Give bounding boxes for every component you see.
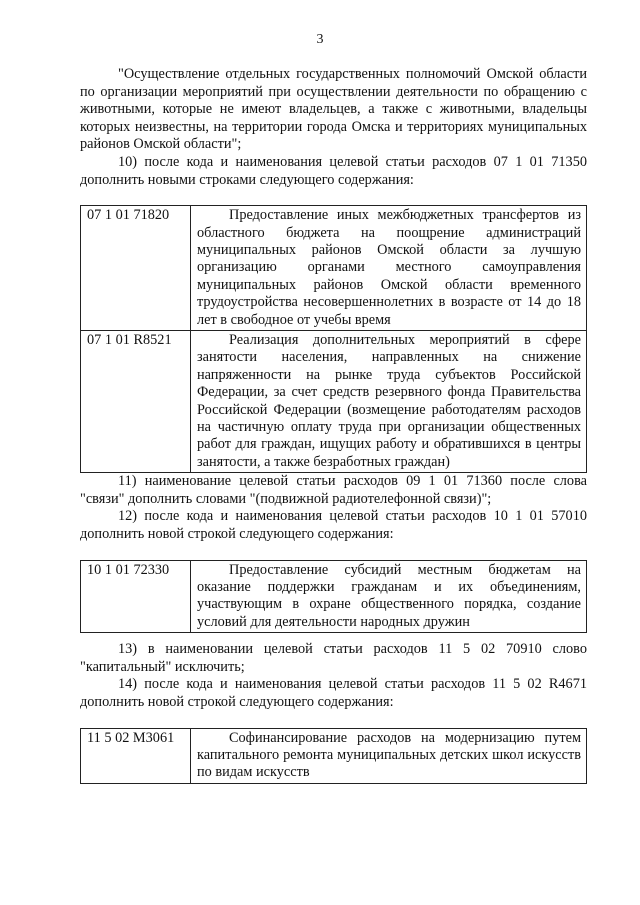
paragraph-quote: "Осуществление отдельных государственных полномочий Омской области по организации мероприятий при осуществлении деятельности по обращению с животными, которые не имеют владельцев, а также с животными, владельцы которых неизвестны, на территории города Омска и территориях муниципальных районов Омской области"; [80,66,587,153]
table-row [81,331,587,473]
document-body [80,66,587,784]
paragraph-12: 12) после кода и наименования целевой статьи расходов 10 1 01 57010 дополнить новой строкой следующего содержания: [80,508,587,543]
paragraph-10: 10) после кода и наименования целевой статьи расходов 07 1 01 71350 дополнить новыми строками следующего содержания: [80,153,587,188]
paragraph-11: 11) наименование целевой статьи расходов 09 1 01 71360 после слова "связи" дополнить словами "(подвижной радиотелефонной связи)"; [80,473,587,507]
paragraph-13: 13) в наименовании целевой статьи расходов 11 5 02 70910 слово "капитальный" исключить; [80,641,587,675]
table-row [81,728,587,783]
page-number: 3 [316,32,324,47]
description-cell: Предоставление субсидий местным бюджетам на оказание поддержки гражданам и их объединениям, участвующим в охране общественного порядка, создание условий для деятельности народных дружин [191,560,587,633]
table-insert-14 [80,728,587,784]
table-insert-12 [80,560,587,634]
description-cell: Софинансирование расходов на модернизацию путем капитального ремонта муниципальных детских школ искусств по видам искусств [191,728,587,783]
code-cell: 10 1 01 72330 [81,560,191,633]
table-row [81,206,587,331]
description-cell: Реализация дополнительных мероприятий в сфере занятости населения, направленных на снижение напряженности на рынке труда субъектов Российской Федерации, за счет средств резервного фонда Правительства Российской Федерации (возмещение работодателям расходов на частичную оплату труда при организации общественных работ для граждан, ищущих работу и обратившихся в центры занятости, а также безработных граждан) [191,331,587,473]
description-cell: Предоставление иных межбюджетных трансфертов из областного бюджета на поощрение администраций муниципальных районов Омской области за лучшую организацию органами местного самоуправления муниципальных районов Омской области временного трудоустройства несовершеннолетних в возрасте от 14 до 18 лет в свободное от учебы время [191,206,587,331]
paragraph-14: 14) после кода и наименования целевой статьи расходов 11 5 02 R4671 дополнить новой строкой следующего содержания: [80,676,587,711]
code-cell: 11 5 02 M3061 [81,728,191,783]
code-cell: 07 1 01 R8521 [81,331,191,473]
table-insert-10 [80,205,587,473]
table-row [81,560,587,633]
code-cell: 07 1 01 71820 [81,206,191,331]
